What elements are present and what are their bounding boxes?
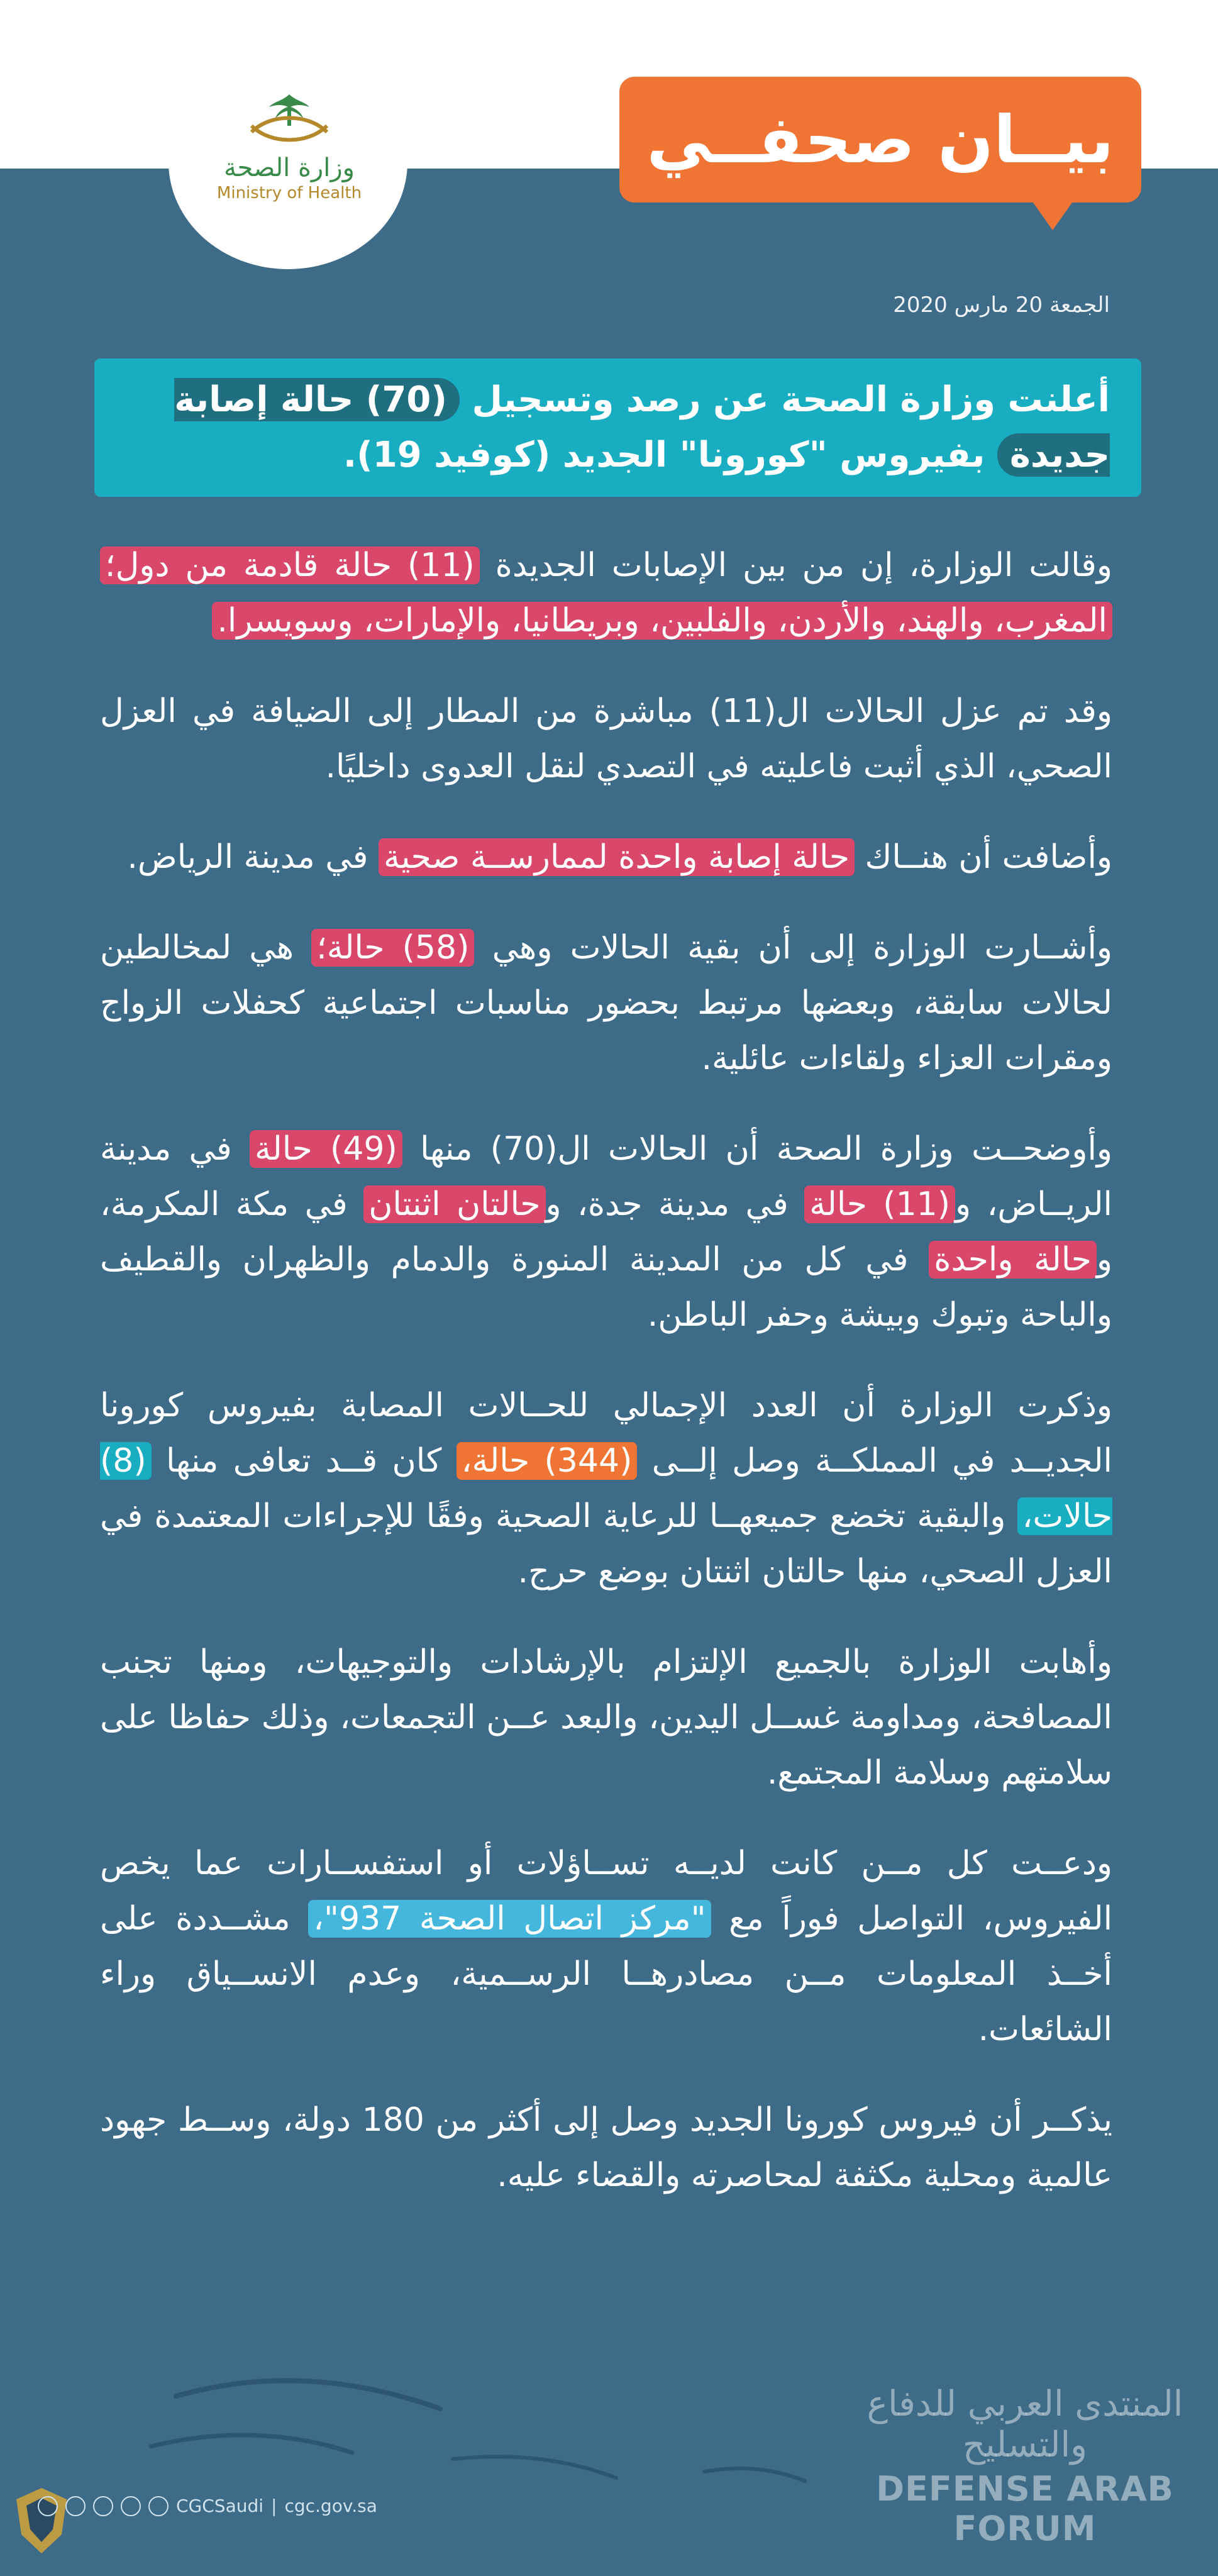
- logo-english-text: Ministry of Health: [216, 184, 362, 203]
- lead-highlight: (70) حالة إصابة جديدة: [174, 379, 1110, 475]
- p6-highlight-recovered: (8) حالات،: [100, 1442, 1113, 1535]
- p5-text-c: في مدينة الريــاض، و: [100, 1130, 1112, 1223]
- release-date: الجمعة 20 مارس 2020: [893, 292, 1110, 318]
- facebook-icon[interactable]: [65, 2496, 86, 2516]
- snapchat-icon[interactable]: [121, 2496, 141, 2516]
- paragraph-9: يذكــر أن فيروس كورونا الجديد وصل إلى أكثر من 180 دولة، وســط جهود عالمية ومحلية مكثفة لمحاصرته والقضاء عليه.: [100, 2101, 1112, 2194]
- p5-text-e: في مدينة جدة، و: [545, 1185, 789, 1223]
- p4-text-a: وأشــارت الوزارة إلى أن بقية الحالات وهي: [492, 929, 1113, 967]
- lead-part-1: أعلنت وزارة الصحة عن رصد وتسجيل: [472, 379, 1110, 420]
- p6-text-a: وذكرت الوزارة أن العدد الإجمالي للحــالات المصابة بفيروس كورونا الجديــد في المملكــة وصل إلــى: [100, 1387, 1113, 1480]
- lead-text: [129, 372, 1110, 483]
- p1-highlight-cases: (11) حالة قادمة من دول؛: [100, 547, 480, 584]
- logo-arabic-text: وزارة الصحة: [224, 153, 355, 182]
- p5-text-a: وأوضحــت وزارة الصحة أن الحالات ال(70) منها: [420, 1130, 1112, 1168]
- p5-highlight-riyadh: (49) حالة: [250, 1130, 402, 1168]
- lead-part-2: بفيروس "كورونا" الجديد (كوفيد 19).: [343, 435, 985, 475]
- watermark-english: DEFENSE ARAB FORUM: [876, 2469, 1174, 2548]
- p3-highlight: حالة إصابة واحدة لممارســة صحية: [379, 838, 855, 876]
- p5-text-g: في مكة المكرمة، و: [100, 1185, 1113, 1279]
- palm-swords-icon: [239, 88, 340, 151]
- social-handle[interactable]: CGCSaudi: [176, 2496, 264, 2516]
- ministry-logo: [201, 88, 377, 220]
- p5-highlight-makkah: حالتان اثنتان: [363, 1185, 545, 1223]
- p5-highlight-jeddah: (11) حالة: [804, 1185, 955, 1223]
- p6-text-c: كان قــد تعافى منها: [166, 1442, 442, 1480]
- page-title: بيــان صحفــي: [646, 101, 1114, 178]
- p6-text-e: والبقية تخضع جميعهــا للرعاية الصحية وفقًا للإجراءات المعتمدة في العزل الصحي، منها حالتان اثنتان بوضع حرج.: [100, 1497, 1112, 1591]
- social-footer: [38, 2496, 377, 2516]
- paragraph-1: [100, 538, 1112, 648]
- paragraph-5: [100, 1121, 1112, 1343]
- paragraph-7: وأهابت الوزارة بالجميع الإلتزام بالإرشادات والتوجيهات، ومنها تجنب المصافحة، ومداومة غســل اليدين، والبعد عــن التجمعات، وذلك حفاظا على سلامتهم وسلامة المجتمع.: [100, 1643, 1112, 1792]
- paragraph-4: [100, 920, 1112, 1086]
- p8-text-a: ودعــت كل مــن كانت لديــه تســاؤلات أو استفســارات عما يخص الفيروس، التواصل فوراً مع: [100, 1845, 1113, 1938]
- p8-highlight-call-center: "مركز اتصال الصحة 937"،: [308, 1900, 711, 1938]
- paragraph-8: [100, 1836, 1112, 2057]
- paragraph-3: [100, 830, 1112, 885]
- press-release-title-box: [619, 77, 1141, 203]
- p1-text: وقالت الوزارة، إن من بين الإصابات الجديدة: [495, 547, 1112, 584]
- paragraph-6: [100, 1378, 1112, 1599]
- p1-highlight-countries: المغرب، والهند، والأردن، والفلبين، وبريطانيا، والإمارات، وسويسرا.: [212, 602, 1112, 640]
- p8-text-c: مشــددة على أخــذ المعلومات مــن مصادرهــا الرســمية، وعدم الانســياق وراء الشائعات.: [100, 1900, 1112, 2048]
- twitter-icon[interactable]: [38, 2496, 58, 2516]
- instagram-icon[interactable]: [148, 2496, 169, 2516]
- footer-separator: |: [271, 2496, 277, 2516]
- p5-highlight-single: حالة واحدة: [929, 1241, 1097, 1279]
- watermark-arabic: المنتدى العربي للدفاع والتسليح: [866, 2384, 1183, 2465]
- lead-box: [94, 358, 1141, 497]
- title-box-tail: [1031, 200, 1074, 230]
- p6-highlight-total: (344) حالة،: [457, 1442, 638, 1480]
- website-link[interactable]: cgc.gov.sa: [284, 2496, 377, 2516]
- p3-text-c: في مدينة الرياض.: [127, 838, 368, 876]
- paragraph-2: وقد تم عزل الحالات ال(11) مباشرة من المطار إلى الضيافة في العزل الصحي، الذي أثبت فاعليته في التصدي لنقل العدوى داخليًا.: [100, 692, 1112, 786]
- article-body: [100, 538, 1112, 2238]
- watermark: [843, 2384, 1207, 2548]
- p5-text-i: في كل من المدينة المنورة والدمام والظهران والقطيف والباحة وتبوك وبيشة وحفر الباطن.: [100, 1241, 1112, 1334]
- p4-text-c: هي لمخالطين لحالات سابقة، وبعضها مرتبط بحضور مناسبات اجتماعية كحفلات الزواج ومقرات العزاء ولقاءات عائلية.: [100, 929, 1112, 1077]
- p3-text-a: وأضافت أن هنــاك: [865, 838, 1112, 876]
- p4-highlight: (58) حالة؛: [311, 929, 474, 967]
- youtube-icon[interactable]: [93, 2496, 113, 2516]
